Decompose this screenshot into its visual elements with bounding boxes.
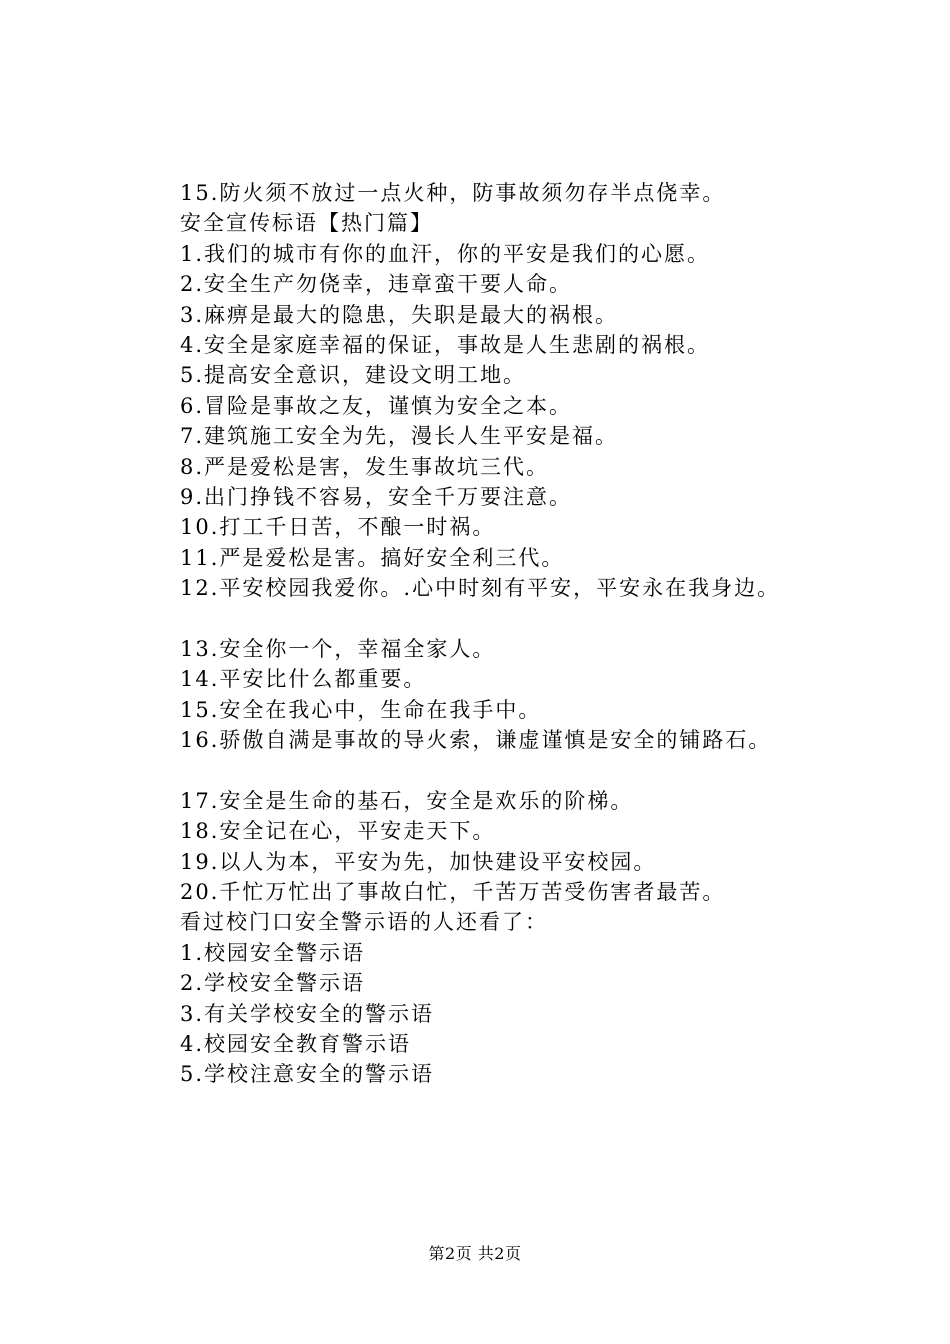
text-line: 12.平安校园我爱你。.心中时刻有平安，平安永在我身边。	[180, 576, 781, 601]
related-item: 5.学校注意安全的警示语	[180, 1062, 435, 1087]
related-item: 1.校园安全警示语	[180, 940, 366, 965]
text-line: 3.麻痹是最大的隐患，失职是最大的祸根。	[180, 302, 619, 327]
document-body	[180, 178, 920, 1090]
text-line: 6.冒险是事故之友，谨慎为安全之本。	[180, 393, 573, 418]
text-line: 11.严是爱松是害。搞好安全利三代。	[180, 545, 565, 570]
related-heading: 看过校门口安全警示语的人还看了：	[180, 910, 548, 935]
text-line: 4.安全是家庭幸福的保证，事故是人生悲剧的祸根。	[180, 332, 711, 357]
text-line: 19.以人为本，平安为先，加快建设平安校园。	[180, 849, 657, 874]
related-item: 2.学校安全警示语	[180, 971, 366, 996]
text-line: 2.安全生产勿侥幸，违章蛮干要人命。	[180, 272, 573, 297]
text-line: 15.安全在我心中，生命在我手中。	[180, 697, 542, 722]
text-line: 15.防火须不放过一点火种，防事故须勿存半点侥幸。	[180, 181, 726, 205]
text-line: 13.安全你一个，幸福全家人。	[180, 636, 496, 661]
text-line: 20.千忙万忙出了事故白忙，千苦万苦受伤害者最苦。	[180, 879, 726, 904]
related-item: 4.校园安全教育警示语	[180, 1031, 412, 1056]
text-line: 16.骄傲自满是事故的导火索，谦虚谨慎是安全的铺路石。	[180, 728, 772, 753]
text-line: 14.平安比什么都重要。	[180, 667, 427, 692]
text-line: 8.严是爱松是害，发生事故坑三代。	[180, 454, 550, 479]
blank-line	[180, 603, 920, 633]
text-line: 7.建筑施工安全为先，漫长人生平安是福。	[180, 424, 619, 449]
text-line: 5.提高安全意识，建设文明工地。	[180, 363, 527, 388]
text-line: 1.我们的城市有你的血汗，你的平安是我们的心愿。	[180, 241, 711, 266]
blank-line	[180, 755, 920, 785]
text-line: 9.出门挣钱不容易，安全千万要注意。	[180, 484, 573, 509]
text-line: 18.安全记在心，平安走天下。	[180, 819, 496, 844]
section-heading: 安全宣传标语【热门篇】	[180, 211, 433, 236]
text-line: 10.打工千日苦，不酿一时祸。	[180, 515, 496, 540]
page-number-footer: 第2页 共2页	[428, 1244, 522, 1263]
related-item: 3.有关学校安全的警示语	[180, 1001, 435, 1026]
text-line: 17.安全是生命的基石，安全是欢乐的阶梯。	[180, 788, 634, 813]
